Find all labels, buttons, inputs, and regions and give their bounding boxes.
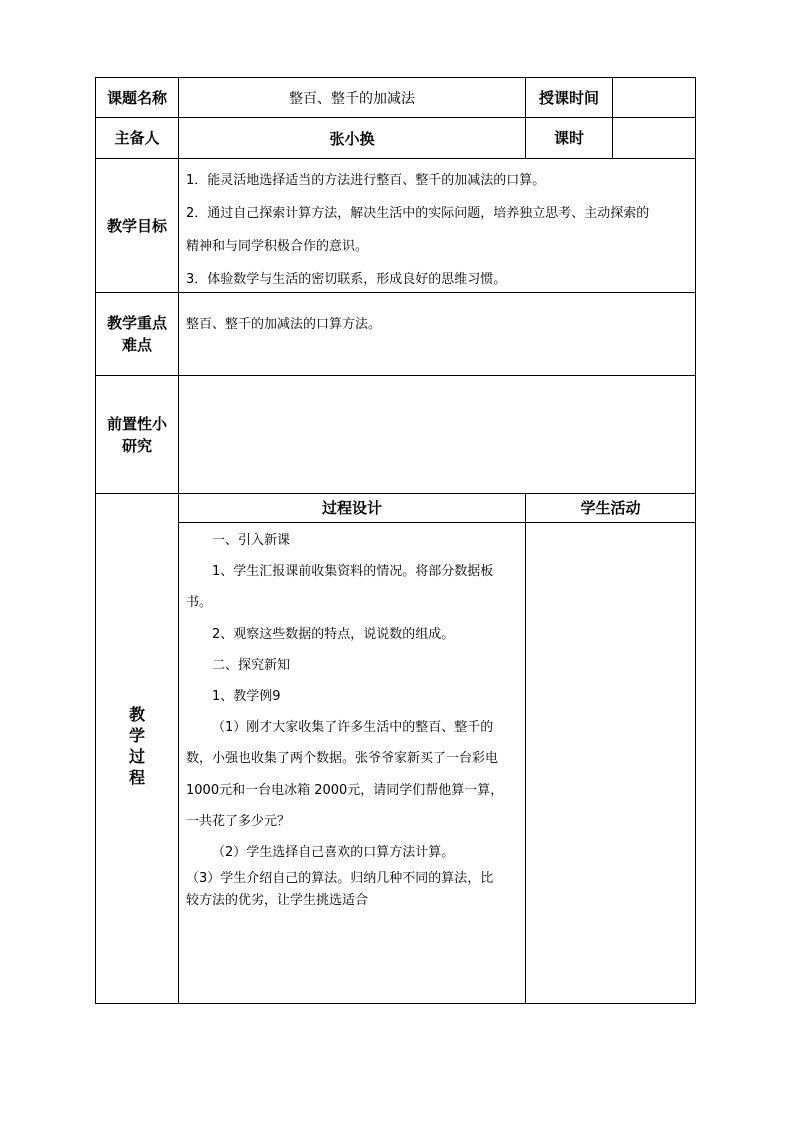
process-line: （3）学生介绍自己的算法。归纳几种不同的算法，比 <box>186 871 494 887</box>
preparer-label: 主备人 <box>114 129 160 147</box>
key-points-label-line1: 教学重点 <box>106 314 167 332</box>
objective-item: 2．通过自己探索计算方法，解决生活中的实际问题，培养独立思考、主动探索的 <box>186 206 650 221</box>
process-line: （2）学生选择自己喜欢的口算方法计算。 <box>212 845 455 861</box>
process-line: 一、引入新课 <box>212 533 291 548</box>
table-border <box>178 77 179 1004</box>
objective-item: 1．能灵活地选择适当的方法进行整百、整千的加减法的口算。 <box>186 173 546 188</box>
process-label-char: 程 <box>128 768 145 787</box>
table-border <box>95 1003 696 1004</box>
time-value <box>613 78 695 117</box>
table-border <box>695 77 696 1004</box>
objectives-list <box>186 164 691 290</box>
process-label-char: 教 <box>128 705 145 724</box>
process-line: （1）刚才大家收集了许多生活中的整百、整千的 <box>212 720 494 736</box>
process-line: 一共花了多少元？ <box>186 813 291 829</box>
process-line: 1000元和一台电冰箱 2000元，请同学们帮他算一算， <box>186 782 504 798</box>
key-points-label-line2: 难点 <box>121 336 152 354</box>
period-value <box>613 118 695 158</box>
pre-study-label <box>96 376 178 493</box>
key-points-value: 整百、整千的加减法的口算方法。 <box>186 317 382 332</box>
pre-study-label-line2: 研究 <box>121 436 152 455</box>
process-line: 1、教学例9 <box>212 689 281 705</box>
objective-item: 3．体验数学与生活的密切联系，形成良好的思维习惯。 <box>186 272 507 287</box>
pre-study-label-line1: 前置性小 <box>106 414 167 433</box>
time-label: 授课时间 <box>538 88 599 107</box>
process-line: 1、学生汇报课前收集资料的情况。将部分数据板 <box>212 564 494 580</box>
table-border <box>95 158 696 159</box>
process-line: 2、观察这些数据的特点，说说数的组成。 <box>212 626 455 642</box>
student-activity-content <box>526 523 695 1003</box>
objectives-label: 教学目标 <box>106 216 167 235</box>
objective-item: 精神和与同学积极合作的意识。 <box>186 239 369 254</box>
process-line: 二、探究新知 <box>212 657 291 673</box>
preparer-value: 张小换 <box>329 129 375 148</box>
process-label <box>96 704 178 794</box>
student-activity-header: 学生活动 <box>580 499 641 517</box>
process-design-header: 过程设计 <box>321 499 382 517</box>
process-design-content <box>186 525 520 1000</box>
period-label: 课时 <box>553 129 584 147</box>
process-line: 书。 <box>186 595 213 611</box>
topic-label: 课题名称 <box>106 88 167 107</box>
pre-study-value <box>179 376 695 493</box>
process-label-char: 学 <box>128 726 145 745</box>
process-line: 较方法的优劣，让学生挑选适合 <box>186 893 369 909</box>
key-points-label <box>96 293 178 375</box>
process-line: 数，小强也收集了两个数据。张爷爷家新买了一台彩电 <box>186 751 499 767</box>
process-label-char: 过 <box>128 747 145 766</box>
topic-value: 整百、整千的加减法 <box>289 90 415 107</box>
